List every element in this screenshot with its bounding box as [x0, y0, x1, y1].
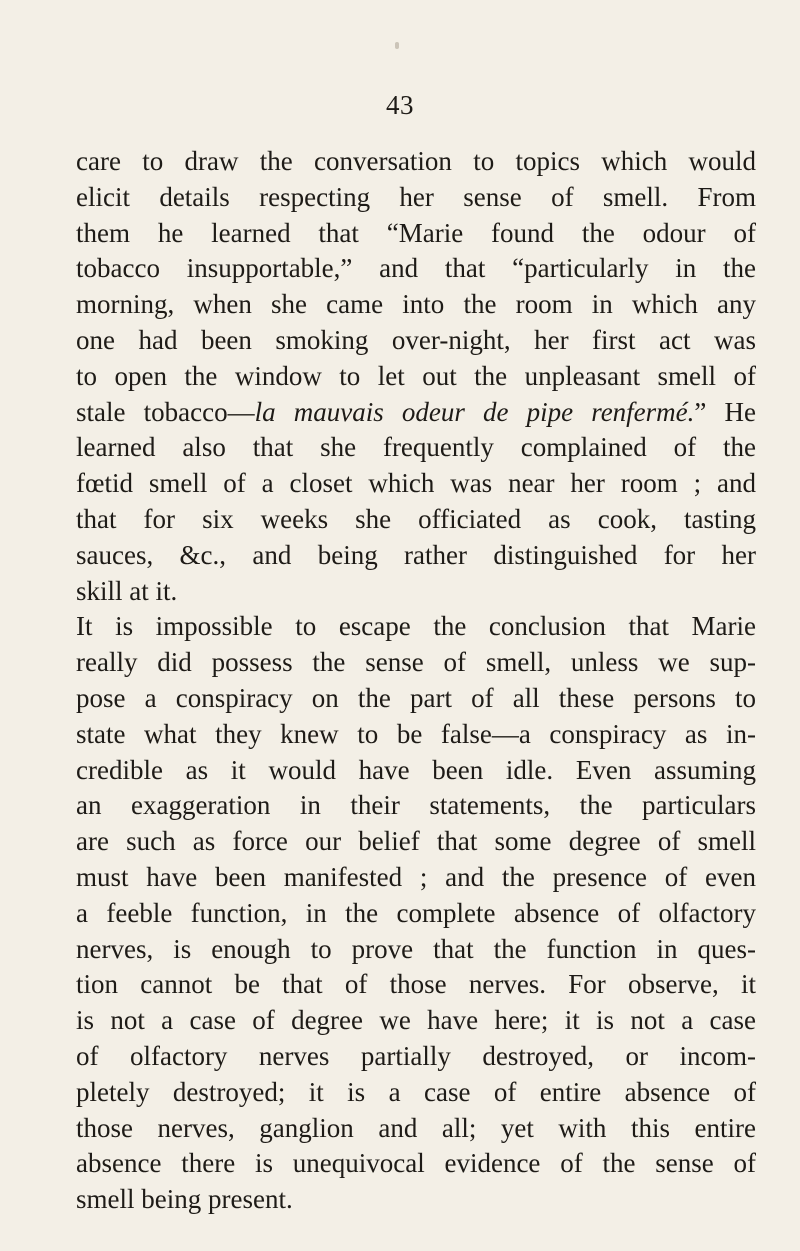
text-line: one had been smoking over-night, her first act was [76, 324, 756, 355]
text-line: learned also that she frequently complained of the [76, 432, 756, 463]
text-line: must have been manifested ; and the presence of even [76, 861, 756, 892]
text-line: is not a case of degree we have here; it is not a case [76, 1005, 756, 1036]
text-line: It is impossible to escape the conclusion that Marie [76, 611, 756, 642]
text-line: that for six weeks she officiated as cook, tasting [76, 503, 756, 534]
text-line: to open the window to let out the unpleasant smell of [76, 360, 756, 391]
text-line-with-italic [76, 395, 756, 431]
italic-french-quote: la mauvais odeur de pipe renfermé. [254, 396, 695, 427]
text-line: absence there is unequivocal evidence of the sense of [76, 1148, 756, 1179]
text-line: tobacco insupportable,” and that “particularly in the [76, 253, 756, 284]
paragraph-1 [76, 144, 756, 609]
text-line: those nerves, ganglion and all; yet with this entire [76, 1112, 756, 1143]
text-line: an exaggeration in their statements, the particulars [76, 790, 756, 821]
text-line: sauces, &c., and being rather distinguished for her [76, 539, 756, 570]
text-line: elicit details respecting her sense of smell. From [76, 181, 756, 212]
text-line: care to draw the conversation to topics which would [76, 146, 756, 176]
text-line: smell being present. [76, 1184, 293, 1215]
text-fragment: stale tobacco— [76, 396, 255, 427]
text-fragment: ” He [694, 396, 757, 427]
text-line: tion cannot be that of those nerves. For observe, it [76, 969, 756, 1000]
text-line: a feeble function, in the complete absence of olfactory [76, 897, 756, 928]
text-line: state what they knew to be false—a conspiracy as in- [76, 718, 756, 749]
text-line: pose a conspiracy on the part of all these persons to [76, 682, 756, 713]
text-line: really did possess the sense of smell, unless we sup- [76, 647, 756, 678]
text-line: skill at it. [76, 575, 178, 606]
text-line: them he learned that “Marie found the odour of [76, 217, 756, 248]
text-line: are such as force our belief that some degree of smell [76, 826, 756, 857]
page-number: 43 [386, 90, 414, 120]
paragraph-2 [76, 609, 756, 1218]
text-line: credible as it would have been idle. Even assuming [76, 754, 756, 785]
text-line: morning, when she came into the room in which any [76, 289, 756, 320]
text-line: fœtid smell of a closet which was near her room ; and [76, 468, 756, 499]
text-line: nerves, is enough to prove that the function in ques- [76, 933, 756, 964]
paper-speck [395, 42, 399, 49]
text-line: pletely destroyed; it is a case of entire absence of [76, 1076, 756, 1107]
body-text [76, 144, 756, 1218]
text-line: of olfactory nerves partially destroyed, or incom- [76, 1040, 756, 1071]
